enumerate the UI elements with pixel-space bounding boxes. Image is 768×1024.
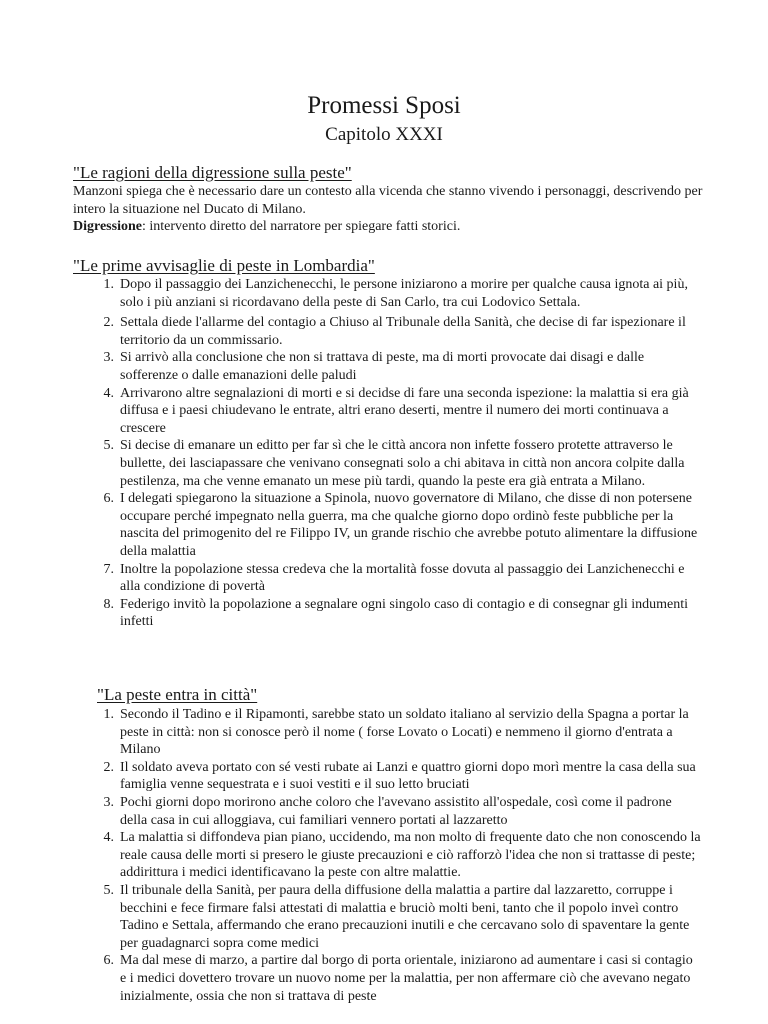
- list-item: [103, 759, 702, 794]
- section-heading-avvisaglie: "Le prime avvisaglie di peste in Lombardia": [73, 256, 375, 275]
- list-item: [103, 596, 700, 631]
- list-item: [103, 561, 700, 596]
- list-number: 6.: [103, 953, 114, 969]
- numbered-list-avvisaglie: [103, 276, 700, 631]
- section-intro: [73, 183, 713, 236]
- list-item: [103, 706, 702, 759]
- list-item: [103, 794, 702, 829]
- chapter-subtitle: Capitolo XXXI: [325, 124, 443, 145]
- list-number: 3.: [103, 350, 114, 366]
- list-item-text: I delegati spiegarono la situazione a Spinola, nuovo governatore di Milano, che disse di non potersene occupare perché impegnato nella guerra, ma che qualche giorno dopo ordinò feste pubbliche per la nascita del primogenito del re Filippo IV, un grande rischio che avrebbe potuto alimentare la diffusione della malattia: [120, 491, 698, 559]
- document-title: Promessi Sposi: [307, 92, 461, 119]
- list-number: 4.: [103, 385, 114, 401]
- numbered-list-citta: [103, 706, 702, 1005]
- section-heading-citta: "La peste entra in città": [97, 685, 258, 704]
- list-number: 6.: [103, 491, 114, 507]
- list-item-text: Il soldato aveva portato con sé vesti rubate ai Lanzi e quattro giorni dopo morì mentre la casa della sua famiglia venne sequestrata e i suoi vestiti e il suo letto bruciati: [120, 759, 696, 793]
- list-number: 4.: [103, 830, 114, 846]
- list-item-text: Pochi giorni dopo morirono anche coloro che l'avevano assistito all'ospedale, così come il padrone della casa in cui alloggiava, cui familiari vennero portati al lazzaretto: [120, 794, 672, 828]
- list-number: 1.: [103, 707, 114, 722]
- list-item: [103, 276, 700, 311]
- list-item-text: Il tribunale della Sanità, per paura della diffusione della malattia a partire dal lazzaretto, corruppe i becchini e fece firmare falsi attestati di malattia e bruciò molti beni, tanto che il popolo inveì contro Tadino e Settala, affermando che erano precauzioni inutili e che cercavano solo di spaventare la gente per guadagnarci sopra come medici: [120, 882, 690, 951]
- section-heading-digressione: "Le ragioni della digressione sulla peste": [73, 163, 352, 182]
- list-number: 2.: [103, 759, 114, 775]
- list-item: [103, 437, 700, 490]
- list-number: 2.: [103, 315, 114, 331]
- list-item: [103, 314, 700, 349]
- list-item: [103, 385, 700, 438]
- list-item: [103, 882, 702, 952]
- definition-term: Digressione: [73, 219, 142, 234]
- list-item-text: Arrivarono altre segnalazioni di morti e si decidse di fare una seconda ispezione: la malattia si era già diffusa e i paesi chiudevano le entrate, altri erano deserti, mentre il numero dei morti continuava a crescere: [120, 385, 689, 436]
- list-item: [103, 952, 702, 1005]
- definition-text: : intervento diretto del narratore per spiegare fatti storici.: [141, 219, 461, 234]
- list-item-text: Si arrivò alla conclusione che non si trattava di peste, ma di morti provocate dai disagi e dalle sofferenze o dalle emanazioni delle paludi: [120, 350, 645, 383]
- list-item-text: La malattia si diffondeva pian piano, uccidendo, ma non molto di frequente dato che non conoscendo la reale causa delle morti si presero le giuste precauzioni e ciò rafforzò l'idea che non si trattasse di peste; addirittura i medici identificavano la peste con altre malattie.: [120, 830, 701, 881]
- list-item-text: Secondo il Tadino e il Ripamonti, sarebbe stato un soldato italiano al servizio della Spagna a portar la peste in città: non si conosce però il nome ( forse Lovato o Locati) e nemmeno il giorno d'entrata a Milano: [120, 707, 689, 758]
- definition-line: [73, 218, 713, 236]
- list-number: 7.: [103, 561, 114, 577]
- list-item-text: Settala diede l'allarme del contagio a Chiuso al Tribunale della Sanità, che decise di far ispezionare il territorio da un commissario.: [120, 315, 686, 348]
- list-item-text: Inoltre la popolazione stessa credeva che la mortalità fosse dovuta al passaggio dei Lanzichenecchi e alla condizione di povertà: [120, 561, 685, 595]
- list-item-text: Dopo il passaggio dei Lanzichenecchi, le persone iniziarono a morire per qualche causa ignota ai più, solo i più anziani si ricordavano della peste di San Carlo, tra cui Lodovico Settala.: [120, 277, 688, 310]
- list-number: 1.: [103, 277, 114, 292]
- list-item-text: Ma dal mese di marzo, a partire dal borgo di porta orientale, iniziarono ad aumentare i casi si contagio e i medici dovettero trovare un nuovo nome per la malattia, per non affermare ciò che avevano negato inizialmente, ossia che non si trattava di peste: [120, 953, 693, 1004]
- list-item-text: Si decise di emanare un editto per far sì che le città ancora non infette fossero protette attraverso le bullette, dei lasciapassare che venivano consegnati solo a chi abitava in città non ancora colpite dalla pestilenza, ma che venne emanato un mese più tardi, quando la peste era già entrata a Milano.: [120, 438, 685, 489]
- list-item-text: Federigo invitò la popolazione a segnalare ogni singolo caso di contagio e di consegnar gli indumenti infetti: [120, 596, 689, 630]
- list-item: [103, 349, 700, 384]
- list-item: [103, 490, 700, 560]
- intro-paragraph: Manzoni spiega che è necessario dare un contesto alla vicenda che stanno vivendo i personaggi, descrivendo per intero la situazione nel Ducato di Milano.: [73, 184, 703, 217]
- list-number: 3.: [103, 794, 114, 810]
- list-number: 5.: [103, 438, 114, 454]
- list-item: [103, 829, 702, 882]
- list-number: 8.: [103, 596, 114, 612]
- list-number: 5.: [103, 882, 114, 898]
